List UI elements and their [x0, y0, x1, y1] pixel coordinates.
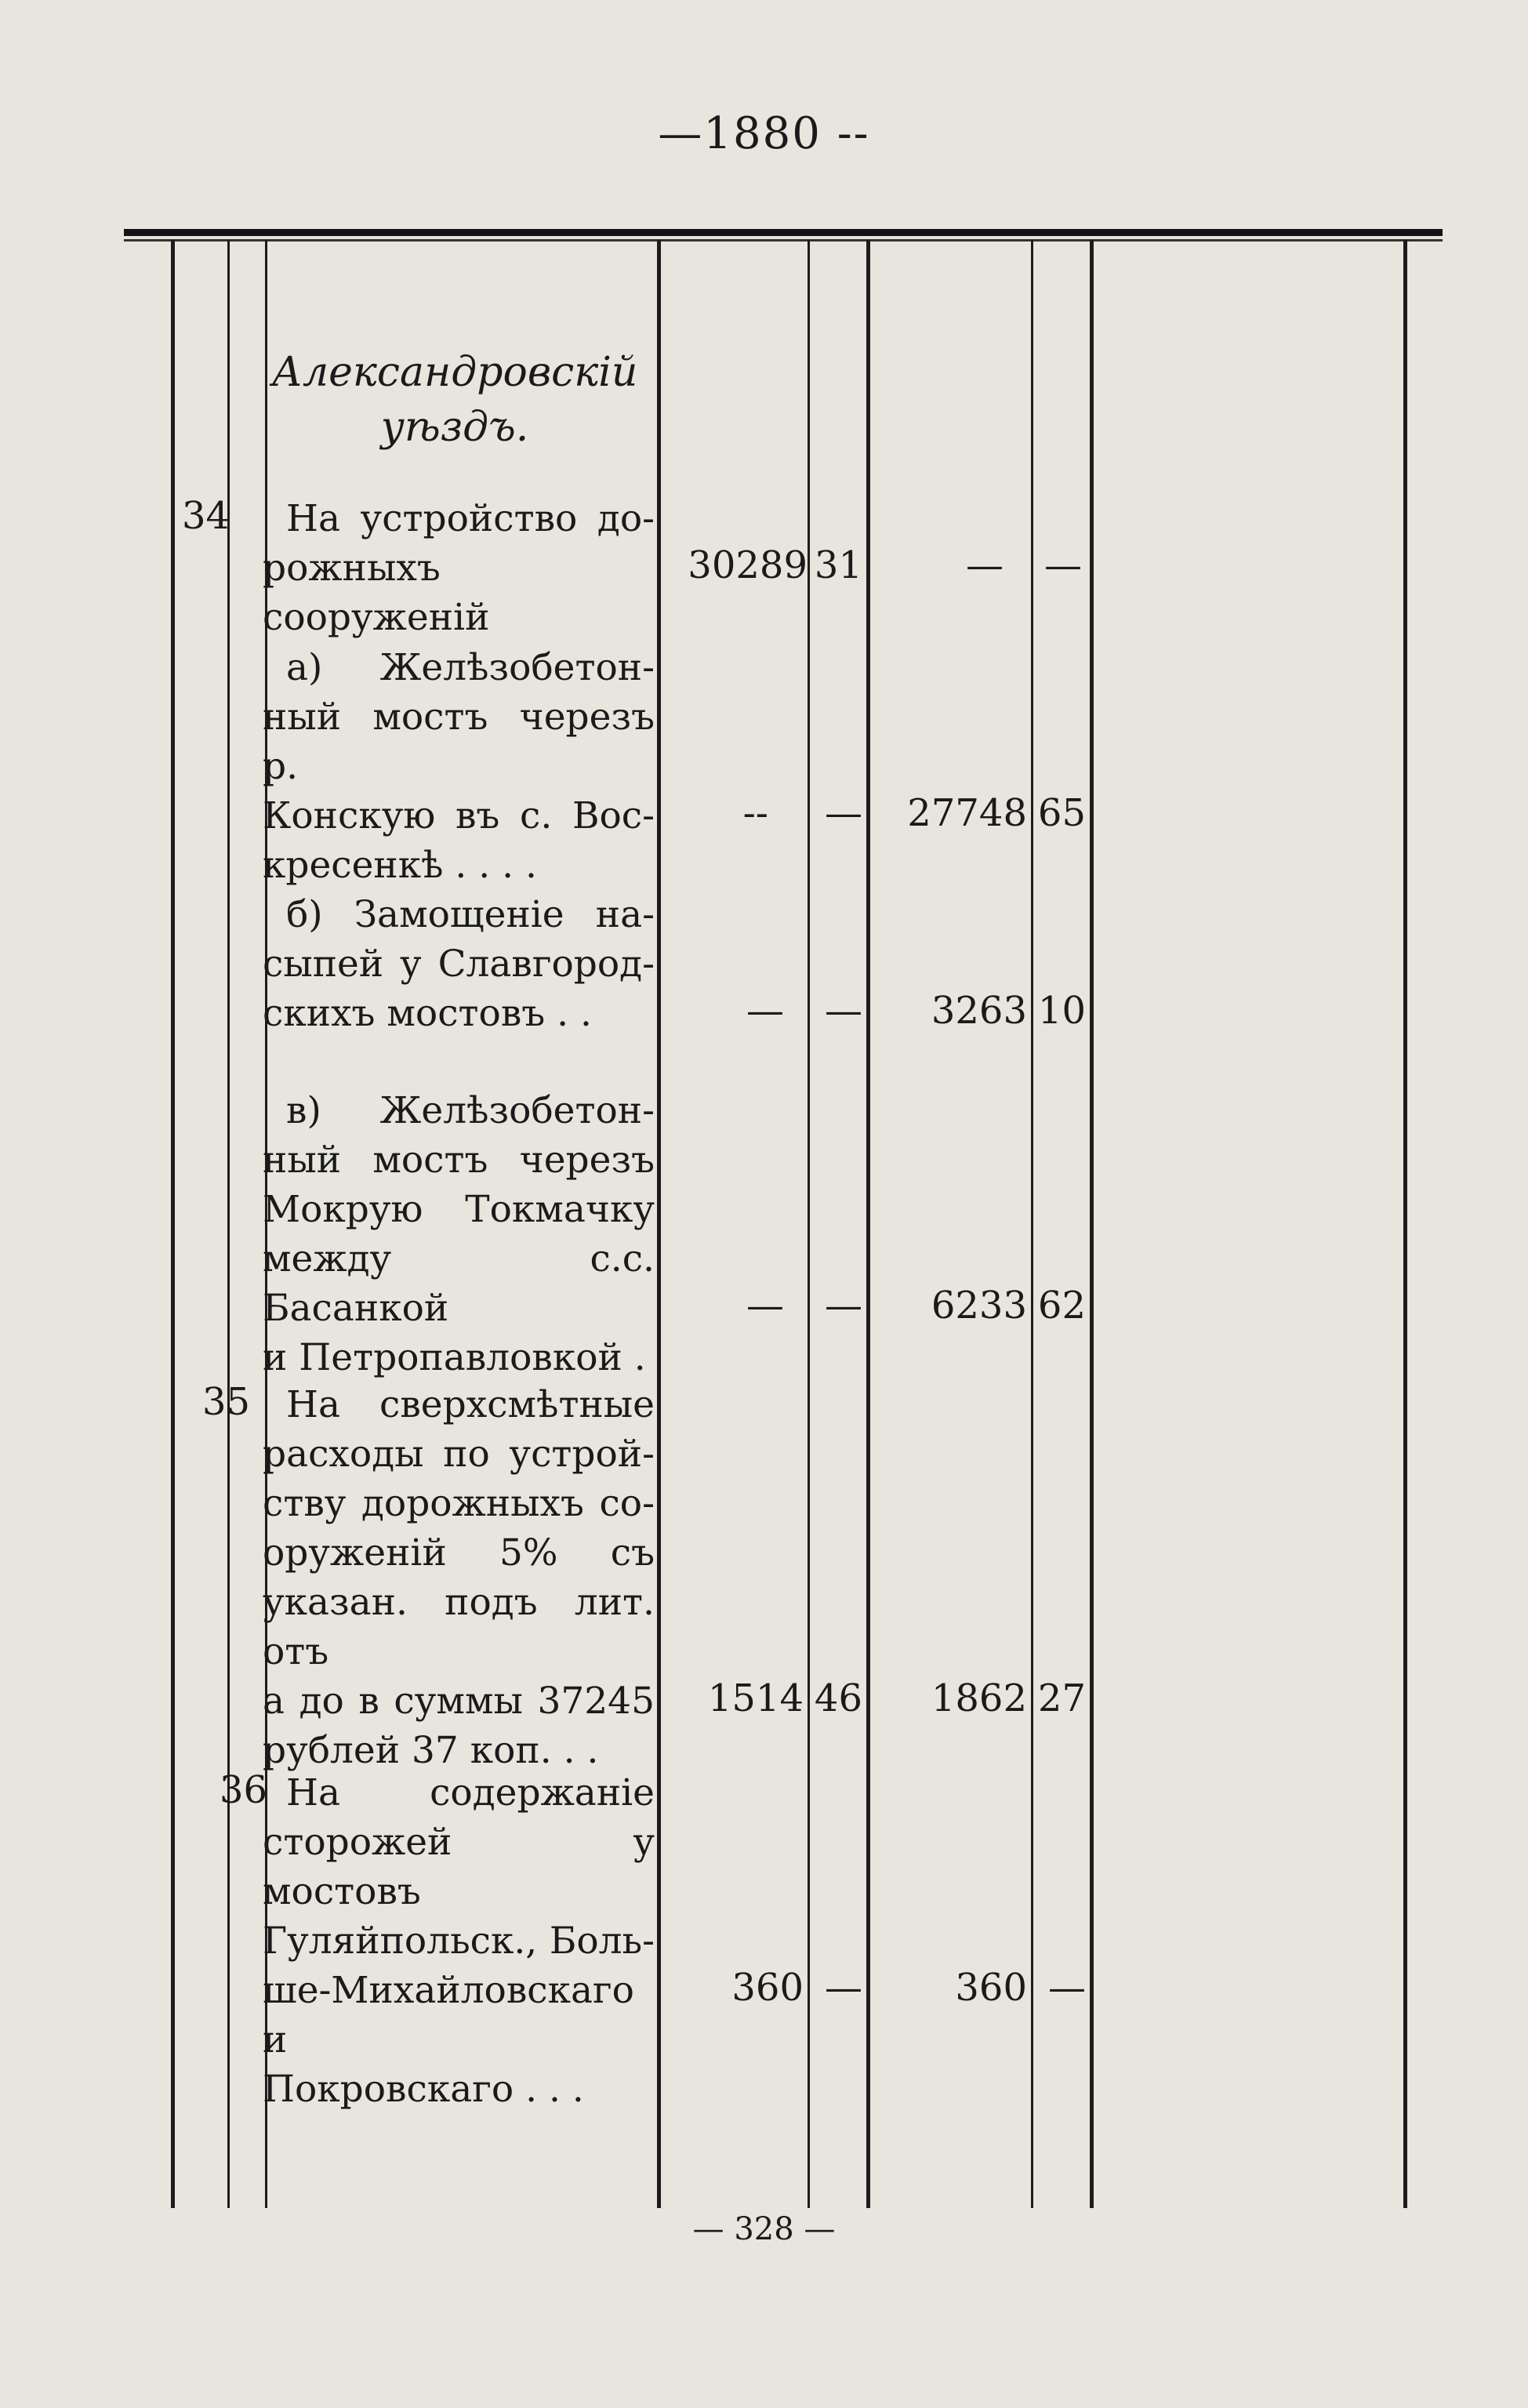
page-footer: — 328 — — [692, 2211, 836, 2247]
row-number: 36 — [220, 1768, 268, 1812]
amount-col1-rub: — — [746, 989, 784, 1033]
row-description: б) Замощеніе на- сыпей у Славгород- скихъ мостовъ . . — [263, 893, 655, 1035]
column-rule — [1403, 240, 1407, 2208]
amount-col1-kop: 46 — [814, 1676, 862, 1720]
row-number: 34 — [182, 494, 230, 538]
row-description: На сверхсмѣтные расходы по устрой- ству дорожныхъ со- оруженій 5% съ указан. подъ лит. отъ а до в суммы 37245 рублей 37 коп. . . — [263, 1383, 655, 1772]
top-rule-thin — [124, 239, 1443, 242]
amount-col2-kop: 62 — [1037, 1284, 1086, 1327]
amount-col1-kop: — — [825, 1284, 862, 1327]
amount-col2-kop: 27 — [1037, 1676, 1086, 1720]
amount-col1-rub: — — [746, 1284, 784, 1327]
amount-col1-rub: 1514 — [707, 1676, 804, 1720]
amount-col1-rub: 30289 — [688, 543, 808, 587]
row-description: в) Желѣзобетон- ный мостъ черезъ Мокрую Токмачку между с.с. Басанкой и Петропавловкой . — [263, 1089, 655, 1379]
amount-col1-kop: — — [825, 989, 862, 1033]
amount-col2-kop: — — [1048, 1966, 1086, 2010]
top-rule — [124, 229, 1443, 236]
amount-col2-kop: 65 — [1037, 791, 1086, 835]
amount-col1-rub: -- — [742, 791, 768, 835]
row-number: 35 — [202, 1380, 251, 1424]
amount-col1-rub: 360 — [731, 1966, 804, 2010]
page-header: —1880 -- — [658, 108, 870, 159]
column-rule — [171, 240, 175, 2208]
amount-col2-kop: — — [1044, 543, 1082, 587]
amount-col2-rub: 27748 — [907, 791, 1027, 835]
column-rule — [1031, 240, 1033, 2208]
column-rule — [808, 240, 810, 2208]
row-description: а) Желѣзобетон- ный мостъ черезъ р. Конскую въ с. Вос- кресенкѣ . . . . — [263, 646, 655, 887]
amount-col2-rub: 3263 — [931, 989, 1027, 1033]
column-rule — [657, 240, 661, 2208]
section-title: Александровскій уѣздъ. — [271, 349, 638, 451]
amount-col2-rub: 1862 — [931, 1676, 1027, 1720]
column-rule — [866, 240, 870, 2208]
amount-col2-rub: 6233 — [931, 1284, 1027, 1327]
column-rule — [1090, 240, 1094, 2208]
amount-col2-kop: 10 — [1037, 989, 1086, 1033]
row-description: На содержаніе сторожей у мостовъ Гуляйпольск., Боль- ше-Михайловскаго и Покровскаго . . . — [263, 1771, 655, 2111]
amount-col1-kop: — — [825, 1966, 862, 2010]
amount-col1-kop: 31 — [814, 543, 862, 587]
amount-col2-rub: 360 — [955, 1966, 1027, 2010]
amount-col2-rub: — — [966, 543, 1004, 587]
row-description: На устройство до- рожныхъ сооруженій — [263, 497, 655, 639]
amount-col1-kop: — — [825, 791, 862, 835]
